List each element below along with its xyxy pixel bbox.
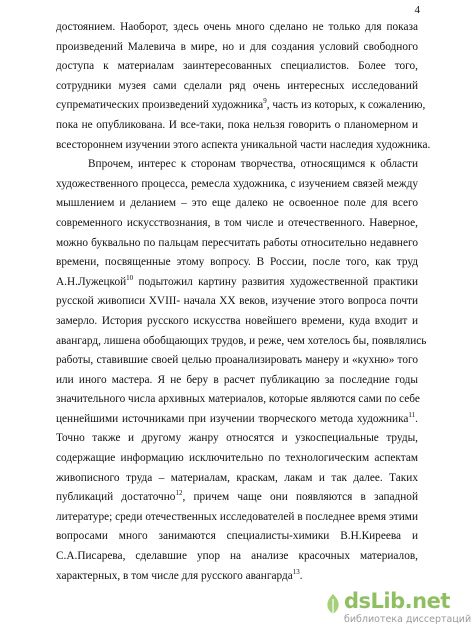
text-line [56,77,418,97]
text-line [56,253,418,273]
text-line [56,38,418,58]
text-line [56,194,418,214]
footnote-ref[interactable]: 9 [263,97,267,106]
text-segment: можно буквально по пальцам пересчитать работы относительно недавнего [56,236,418,249]
text-line [56,547,418,567]
text-segment: пока не опубликована. И все-таки, пока нельзя говорить о планомерном и [56,118,418,131]
watermark-subtitle: библиотека диссертаций [344,614,471,625]
text-segment: С.А.Писарева, сделавшие упор на анализе красочных материалов, [56,550,418,563]
text-line [56,332,427,352]
text-line [56,175,418,195]
text-line [56,469,418,489]
text-segment: . [415,412,418,425]
text-segment: содержащие информацию исключительно по технологическим аспектам [56,452,418,465]
text-segment: доступа к материалам заинтересованных специалистов. Более того, [56,60,418,73]
text-line [56,312,418,332]
text-line [56,234,418,254]
text-line [56,292,418,312]
text-line [56,96,426,116]
text-segment: значительного числа архивных материалов, которые являются сами по себе [56,393,420,406]
text-segment: . [299,569,303,582]
page-number: 4 [414,4,420,16]
text-segment: работы, ставившие своей целью проанализировать манеру и «кухню» того [56,354,418,367]
text-segment: сотрудники музея сами сделали ряд очень интересных исследований [56,79,418,92]
text-segment: вопросами много занимаются специалисты-химики В.Н.Киреева и [56,530,418,543]
text-segment: замерло. История русского искусства новейшего времени, куда входит и [56,314,418,327]
text-segment: ценнейшими источниками при изучении творческого метода художника [56,412,409,425]
watermark-logo[interactable] [324,589,471,629]
text-segment: характерных, в том числе для русского авангарда [56,569,293,582]
text-line [56,351,418,371]
text-line [56,390,418,410]
text-line [56,508,418,528]
text-segment: или иного мастера. Я не беру в расчет публикацию за последние годы [56,373,418,386]
text-segment: , часть из которых, к сожалению, [266,99,426,112]
text-line [56,488,418,508]
text-segment: художественного процесса, ремесла художника, с изучением связей между [56,177,418,190]
text-segment: литературе; среди отечественных исследователей в последнее время этими [56,510,418,523]
text-segment: произведений Малевича в мире, но и для создания условий свободного [56,40,418,53]
text-segment: авангард, лишена обобщающих трудов, и реже, чем хотелось бы, появлялись [56,334,427,347]
text-segment: Впрочем, интерес к сторонам творчества, относящимся к области [88,158,418,171]
body-text [56,18,431,586]
text-line [56,57,418,77]
text-line [56,410,418,430]
text-segment: супрематических произведений художника [56,99,264,112]
text-line [56,371,418,391]
watermark-name: dsLib.net [344,589,450,613]
text-segment: мышлением и деланием – это еще далеко не освоенное поле для всего [56,197,418,210]
text-line [56,155,418,175]
text-line [56,136,431,156]
text-segment: достоянием. Наоборот, здесь очень много сделано не только для показа [56,21,418,33]
text-line [56,273,418,293]
footnote-ref[interactable]: 10 [126,273,134,282]
leaf-icon [324,593,342,615]
text-line [56,18,418,38]
footnote-ref[interactable]: 13 [292,567,300,576]
text-line [56,527,418,547]
text-segment: всестороннем изучении этого аспекта уникальной части наследия художника. [56,138,431,151]
text-line [56,116,418,136]
text-segment: Точно также и другому жанру относятся и узкоспециальные труды, [56,432,418,445]
text-segment: современного искусствознания, в том числе и отечественного. Наверное, [56,216,418,229]
text-segment: русской живописи XVIII- начала XX веков, изучение этого вопроса почти [56,295,418,308]
text-segment: времени, посвященные этому вопросу. В России, после того, как труд [56,256,418,269]
text-line [56,214,418,234]
text-line [56,429,418,449]
footnote-ref[interactable]: 12 [175,489,183,498]
text-line [56,567,418,587]
text-segment: публикаций достаточно [56,491,176,504]
text-line [56,449,418,469]
footnote-ref[interactable]: 11 [408,411,416,420]
text-segment: , причем чаще они появляются в западной [182,491,419,504]
text-segment: А.Н.Лужецкой [56,275,127,288]
text-segment: подытожил картину развития художественной практики [133,275,418,288]
text-segment: живописного труда – материалам, краскам, лакам и так далее. Таких [56,471,418,484]
